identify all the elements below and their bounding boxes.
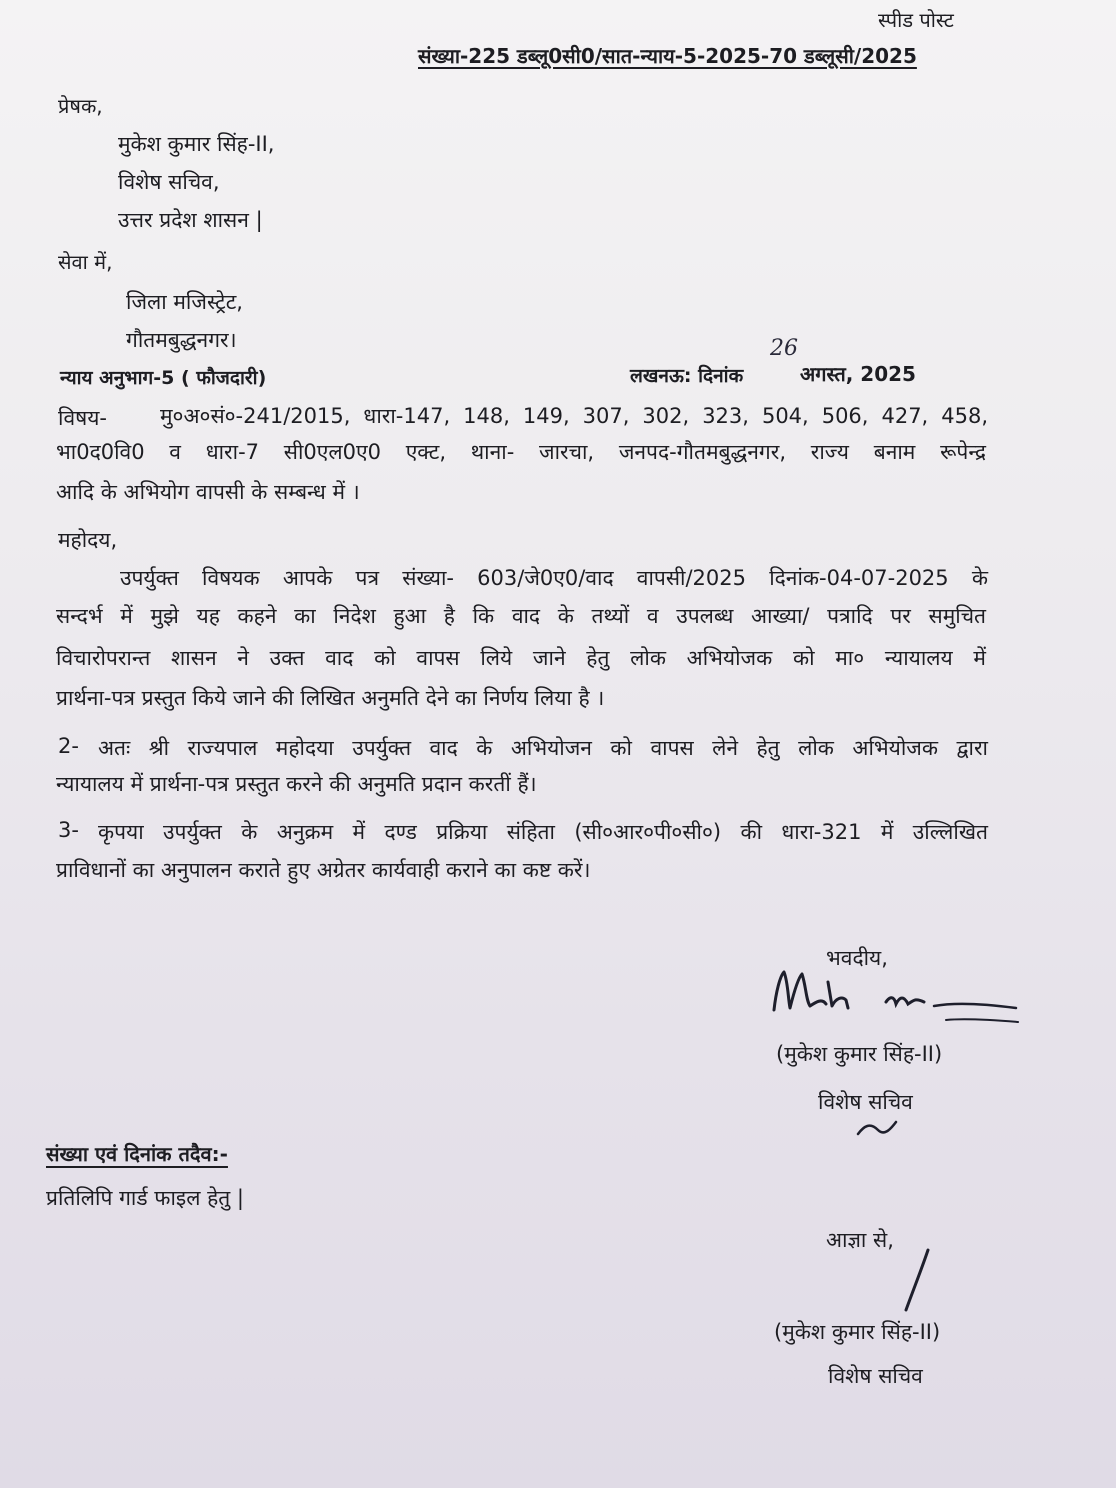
order-designation: विशेष सचिव [828, 1364, 923, 1388]
para3-number: 3- [58, 818, 79, 842]
recipient-label: सेवा में, [58, 250, 113, 274]
handwritten-day: 26 [770, 336, 798, 361]
reference-number: संख्या-225 डब्लू0सी0/सात-न्याय-5-2025-70 डब्लूसी/2025 [418, 44, 917, 68]
recipient-designation: जिला मजिस्ट्रेट, [126, 290, 243, 314]
subject-line-1: मु०अ०सं०-241/2015, धारा-147, 148, 149, 307, 302, 323, 504, 506, 427, 458, [160, 404, 988, 428]
order-name: (मुकेश कुमार सिंह-II) [774, 1320, 941, 1344]
subject-label: विषय- [58, 406, 108, 430]
para2-number: 2- [58, 734, 79, 758]
para3-line-2: प्राविधानों का अनुपालन कराते हुए अग्रेतर कार्यवाही कराने का कष्ट करें। [56, 858, 591, 882]
handwritten-initial-mark [856, 1118, 900, 1146]
sender-name: मुकेश कुमार सिंह-II, [118, 132, 275, 156]
place-date-prefix: लखनऊ: दिनांक [630, 365, 744, 387]
subject-line-3: आदि के अभियोग वापसी के सम्बन्ध में । [56, 480, 360, 504]
para2-line-1: अतः श्री राज्यपाल महोदया उपर्युक्त वाद के अभियोजन को वापस लेने हेतु लोक अभियोजक द्वारा [98, 736, 988, 760]
dispatch-mode: स्पीड पोस्ट [878, 8, 954, 32]
handwritten-signature [766, 962, 1026, 1036]
para3-line-1: कृपया उपर्युक्त के अनुक्रम में दण्ड प्रक्रिया संहिता (सी०आर०पी०सी०) की धारा-321 में उल्लिखित [98, 820, 988, 844]
sender-label: प्रेषक, [58, 94, 103, 118]
para1-line-3: विचारोपरान्त शासन ने उक्त वाद को वापस लिये जाने हेतु लोक अभियोजक को मा० न्यायालय में [56, 646, 986, 670]
sender-designation: विशेष सचिव, [118, 170, 220, 194]
copy-line: प्रतिलिपि गार्ड फाइल हेतु | [46, 1186, 244, 1210]
subject-line-2: भा0द0वि0 व धारा-7 सी0एल0ए0 एक्ट, थाना- जारचा, जनपद-गौतमबुद्धनगर, राज्य बनाम रूपेन्द्र [56, 440, 986, 464]
copy-heading: संख्या एवं दिनांक तदैव:- [46, 1142, 228, 1166]
recipient-district: गौतमबुद्धनगर। [126, 328, 237, 352]
closing-name: (मुकेश कुमार सिंह-II) [776, 1042, 943, 1066]
sender-department: उत्तर प्रदेश शासन | [118, 208, 263, 232]
order-label: आज्ञा से, [826, 1228, 894, 1252]
para2-line-2: न्यायालय में प्रार्थना-पत्र प्रस्तुत करने की अनुमति प्रदान करतीं हैं। [56, 772, 537, 796]
closing-designation: विशेष सचिव [818, 1090, 913, 1114]
salutation: महोदय, [58, 528, 118, 552]
para1-line-2: सन्दर्भ में मुझे यह कहने का निदेश हुआ है कि वाद के तथ्यों व उपलब्ध आख्या/ पत्रादि पर समुचित [56, 604, 986, 628]
para1-line-4: प्रार्थना-पत्र प्रस्तुत किये जाने की लिखित अनुमति देने का निर्णय लिया है । [56, 686, 605, 710]
valediction: भवदीय, [826, 946, 888, 970]
place-date-suffix: अगस्त, 2025 [800, 362, 916, 386]
section-name: न्याय अनुभाग-5 ( फौजदारी) [60, 367, 267, 389]
para1-line-1: उपर्युक्त विषयक आपके पत्र संख्या- 603/जे0ए0/वाद वापसी/2025 दिनांक-04-07-2025 के [120, 566, 988, 590]
handwritten-order-stroke [896, 1244, 936, 1322]
